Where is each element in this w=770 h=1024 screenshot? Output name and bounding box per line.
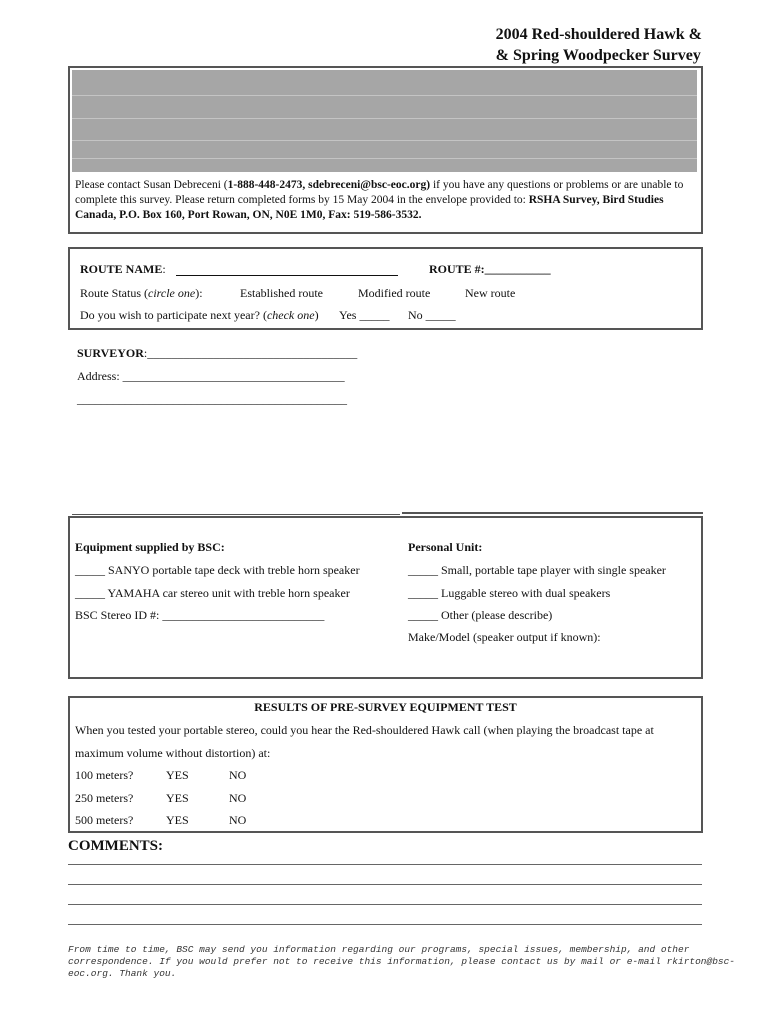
comments-label: COMMENTS: <box>68 838 163 854</box>
distance-100-label: 100 meters? <box>75 768 134 782</box>
title-line-2: & Spring Woodpecker Survey <box>495 47 701 64</box>
bsc-item-yamaha[interactable]: _____ YAMAHA car stereo unit with treble horn speaker <box>75 586 350 600</box>
address-label: Address: <box>77 369 120 383</box>
surveyor-blank: :___________________________________ <box>143 346 358 360</box>
route-status-text: Route Status ( <box>80 286 148 300</box>
participate-hint: check one <box>266 308 315 322</box>
comment-line-3[interactable] <box>68 904 702 905</box>
route-name-label: ROUTE NAME <box>80 262 163 276</box>
title-line-1: 2004 Red-shouldered Hawk & <box>495 26 702 43</box>
participate-yes[interactable]: Yes _____ <box>339 308 390 322</box>
distance-500-yes[interactable]: YES <box>166 813 189 827</box>
participate-question <box>80 308 319 323</box>
gray-rule <box>72 140 697 141</box>
comment-line-4[interactable] <box>68 924 702 925</box>
participate-no[interactable]: No _____ <box>408 308 456 322</box>
equipment-top-rule-left <box>72 514 400 515</box>
contact-text: Please contact Susan Debreceni ( <box>75 179 228 191</box>
distance-500-no[interactable]: NO <box>229 813 247 827</box>
equipment-top-rule-right <box>402 512 703 514</box>
gray-rule <box>72 158 697 159</box>
comment-line-1[interactable] <box>68 864 702 865</box>
make-model-field[interactable]: Make/Model (speaker output if known): <box>408 630 601 644</box>
route-name-underline <box>176 275 398 276</box>
status-option-modified[interactable]: Modified route <box>358 286 431 300</box>
personal-item-small[interactable]: _____ Small, portable tape player with single speaker <box>408 563 666 577</box>
address-field[interactable] <box>77 369 345 384</box>
route-number-field[interactable] <box>429 262 551 277</box>
participate-text-end: ) <box>314 308 319 322</box>
route-name-colon: : <box>162 262 166 276</box>
distance-250-label: 250 meters? <box>75 791 134 805</box>
address-blank: _____________________________________ <box>122 369 345 383</box>
status-option-established[interactable]: Established route <box>240 286 323 300</box>
surveyor-field[interactable] <box>77 346 357 361</box>
route-status-label <box>80 286 203 301</box>
results-question-line-2: maximum volume without distortion) at: <box>75 746 271 760</box>
bsc-equipment-header: Equipment supplied by BSC: <box>75 540 225 554</box>
gray-band <box>72 70 697 172</box>
contact-paragraph <box>75 178 695 223</box>
address-line-2[interactable]: _____________________________________________ <box>77 392 347 406</box>
route-status-hint: circle one <box>148 286 196 300</box>
privacy-footer: From time to time, BSC may send you information regarding our programs, special issues, membership, and other correspondence. If you would prefer not to receive this information, please contact us by mail or e-mail rkirton@bsc-eoc.org. Thank you. <box>68 944 736 979</box>
personal-item-other[interactable]: _____ Other (please describe) <box>408 608 553 622</box>
route-number-label: ROUTE #:___________ <box>429 262 551 276</box>
route-name-field[interactable] <box>80 262 166 277</box>
distance-250-no[interactable]: NO <box>229 791 247 805</box>
contact-phone-email: 1-888-448-2473, sdebreceni@bsc-eoc.org) <box>227 179 431 191</box>
distance-100-yes[interactable]: YES <box>166 768 189 782</box>
comment-line-2[interactable] <box>68 884 702 885</box>
distance-500-label: 500 meters? <box>75 813 134 827</box>
gray-rule <box>72 118 697 119</box>
personal-item-luggable[interactable]: _____ Luggable stereo with dual speakers <box>408 586 611 600</box>
results-title: RESULTS OF PRE-SURVEY EQUIPMENT TEST <box>254 700 517 714</box>
surveyor-label: SURVEYOR <box>77 346 144 360</box>
participate-text: Do you wish to participate next year? ( <box>80 308 267 322</box>
distance-100-no[interactable]: NO <box>229 768 247 782</box>
results-box <box>68 696 703 833</box>
distance-250-yes[interactable]: YES <box>166 791 189 805</box>
bsc-item-sanyo[interactable]: _____ SANYO portable tape deck with treble horn speaker <box>75 563 360 577</box>
route-status-text-end: ): <box>195 286 203 300</box>
return-address: RSHA Survey, Bird Studies Canada, P.O. Box 160, Port Rowan, ON, N0E 1M0, Fax: 519-586-3532. <box>75 194 664 221</box>
bsc-stereo-id-field[interactable]: BSC Stereo ID #: ___________________________ <box>75 608 325 622</box>
results-question-line-1: When you tested your portable stereo, could you hear the Red-shouldered Hawk call (when playing the broadcast tape at <box>75 723 654 737</box>
status-option-new[interactable]: New route <box>465 286 516 300</box>
contact-text-2: if you have any questions or problems or are unable to complete this survey. Please return completed forms by 15 May 2004 in the envelope provided to: <box>75 179 684 206</box>
page-title <box>496 24 702 66</box>
gray-rule <box>72 95 697 96</box>
personal-unit-header: Personal Unit: <box>408 540 483 554</box>
